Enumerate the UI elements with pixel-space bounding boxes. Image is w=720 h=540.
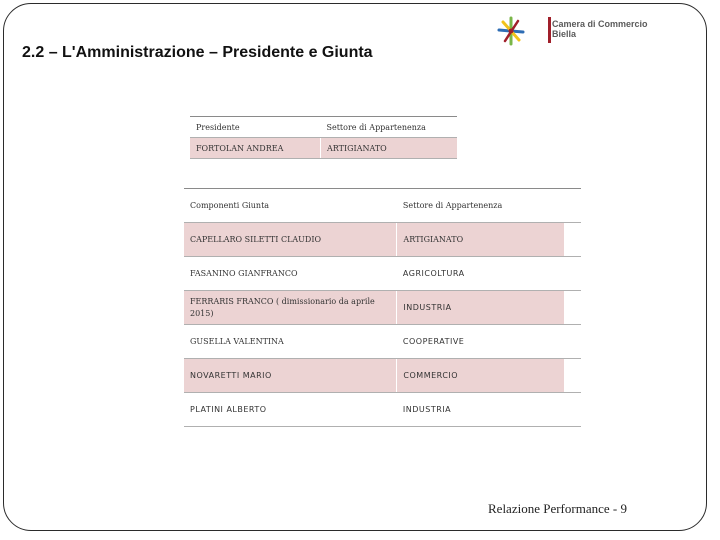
- member-name-cell: FERRARIS FRANCO ( dimissionario da aprile 2015): [184, 291, 397, 325]
- table-header-row: [184, 189, 581, 223]
- member-name-cell: NOVARETTI MARIO: [184, 359, 397, 393]
- slide-title: 2.2 – L'Amministrazione – Presidente e Giunta: [22, 44, 373, 61]
- member-name-cell: CAPELLARO SILETTI CLAUDIO: [184, 223, 397, 257]
- table-row: [184, 325, 581, 359]
- presidente-settore-cell: ARTIGIANATO: [321, 138, 458, 159]
- member-name-cell: GUSELLA VALENTINA: [184, 325, 397, 359]
- table-row: [184, 257, 581, 291]
- table-row: [184, 359, 581, 393]
- logo-text: [552, 19, 648, 39]
- column-header-settore: Settore di Appartenenza: [397, 189, 565, 223]
- member-settore-cell: COOPERATIVE: [397, 325, 565, 359]
- page-footer: Relazione Performance - 9: [488, 501, 627, 516]
- giunta-table: [184, 188, 581, 427]
- member-settore-cell: INDUSTRIA: [397, 393, 565, 427]
- member-settore-cell: COMMERCIO: [397, 359, 565, 393]
- logo-text-line1: Camera di Commercio: [552, 19, 648, 29]
- table-row: [184, 291, 581, 325]
- column-header-componenti: Componenti Giunta: [184, 189, 397, 223]
- table-row: [190, 138, 457, 159]
- presidente-name-cell: FORTOLAN ANDREA: [190, 138, 321, 159]
- member-name-cell: PLATINI ALBERTO: [184, 393, 397, 427]
- table-row: [184, 223, 581, 257]
- table-header-row: [190, 117, 457, 138]
- column-header-settore: Settore di Appartenenza: [321, 117, 458, 138]
- member-name-cell: FASANINO GIANFRANCO: [184, 257, 397, 291]
- member-settore-cell: ARTIGIANATO: [397, 223, 565, 257]
- column-header-presidente: Presidente: [190, 117, 321, 138]
- member-settore-cell: AGRICOLTURA: [397, 257, 565, 291]
- logo-text-line2: Biella: [552, 29, 577, 39]
- chamber-logo: [494, 16, 654, 46]
- presidente-table: [190, 116, 457, 159]
- logo-mark-icon: [496, 16, 526, 46]
- table-row: [184, 393, 581, 427]
- member-settore-cell: INDUSTRIA: [397, 291, 565, 325]
